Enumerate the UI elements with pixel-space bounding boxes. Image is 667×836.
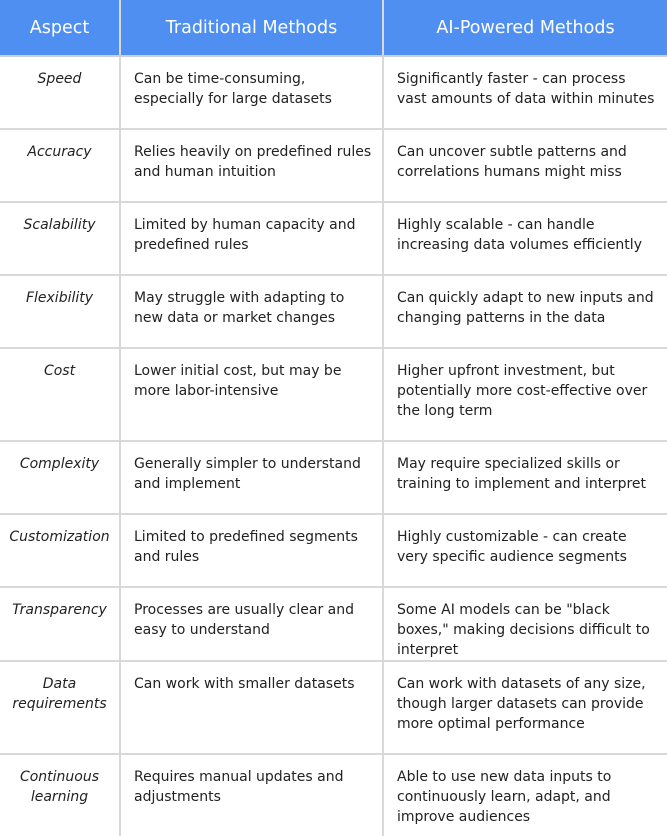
traditional-cell: Lower initial cost, but may be more labor-intensive: [120, 348, 383, 441]
traditional-cell: Can work with smaller datasets: [120, 661, 383, 754]
ai-cell: Significantly faster - can process vast amounts of data within minutes: [383, 56, 667, 129]
ai-cell: Can work with datasets of any size, though larger datasets can provide more optimal performance: [383, 661, 667, 754]
ai-cell: Higher upfront investment, but potentially more cost-effective over the long term: [383, 348, 667, 441]
traditional-cell: Can be time-consuming, especially for large datasets: [120, 56, 383, 129]
aspect-cell: Cost: [0, 348, 120, 441]
traditional-cell: Relies heavily on predefined rules and human intuition: [120, 129, 383, 202]
traditional-cell: Processes are usually clear and easy to understand: [120, 587, 383, 661]
header-aspect: Aspect: [0, 0, 120, 56]
ai-cell: Highly customizable - can create very specific audience segments: [383, 514, 667, 587]
aspect-cell: Scalability: [0, 202, 120, 275]
table-row: [0, 514, 667, 587]
table-row: [0, 202, 667, 275]
ai-cell: May require specialized skills or training to implement and interpret: [383, 441, 667, 514]
ai-cell: Can quickly adapt to new inputs and changing patterns in the data: [383, 275, 667, 348]
aspect-cell: Accuracy: [0, 129, 120, 202]
traditional-cell: Limited to predefined segments and rules: [120, 514, 383, 587]
traditional-cell: May struggle with adapting to new data or market changes: [120, 275, 383, 348]
aspect-cell: Continuous learning: [0, 754, 120, 836]
table-row: [0, 587, 667, 661]
header-row: [0, 0, 667, 56]
table-row: [0, 275, 667, 348]
aspect-cell: Transparency: [0, 587, 120, 661]
header-traditional: Traditional Methods: [120, 0, 383, 56]
aspect-cell: Complexity: [0, 441, 120, 514]
table-row: [0, 348, 667, 441]
aspect-cell: Flexibility: [0, 275, 120, 348]
ai-cell: Able to use new data inputs to continuously learn, adapt, and improve audiences: [397, 769, 612, 825]
traditional-cell: Limited by human capacity and predefined rules: [120, 202, 383, 275]
aspect-cell: Data requirements: [0, 661, 120, 754]
table-row: [0, 661, 667, 754]
table-row: [0, 754, 667, 836]
table-row: [0, 129, 667, 202]
ai-cell: Highly scalable - can handle increasing data volumes efficiently: [383, 202, 667, 275]
header-ai: AI-Powered Methods: [383, 0, 667, 56]
traditional-cell: Requires manual updates and adjustments: [120, 754, 383, 836]
table-row: [0, 441, 667, 514]
ai-cell: Can uncover subtle patterns and correlations humans might miss: [383, 129, 667, 202]
aspect-cell: Customization: [0, 514, 120, 587]
traditional-cell: Generally simpler to understand and implement: [120, 441, 383, 514]
table-row: [0, 56, 667, 129]
aspect-cell: Speed: [0, 56, 120, 129]
ai-cell: Some AI models can be "black boxes," making decisions difficult to interpret: [383, 587, 667, 661]
